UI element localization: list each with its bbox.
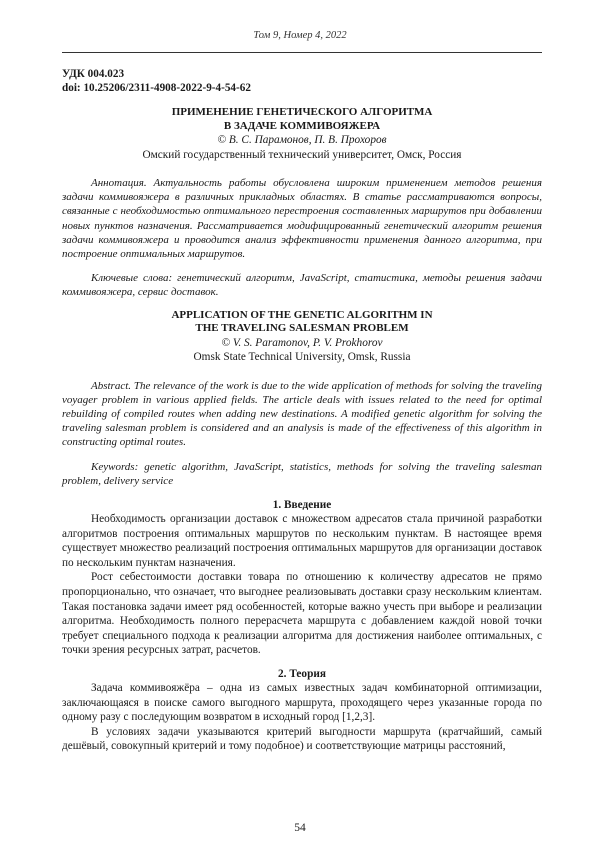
ru-title-line-2: В ЗАДАЧЕ КОММИВОЯЖЕРА bbox=[223, 119, 381, 132]
en-keywords: Keywords: genetic algorithm, JavaScript, statistics, methods for solving the traveling salesman problem, delivery service bbox=[62, 460, 542, 487]
en-affiliation: Omsk State Technical University, Omsk, Russia bbox=[193, 351, 411, 364]
page-number: 54 bbox=[294, 822, 306, 834]
article-body bbox=[62, 67, 542, 754]
ru-title-line-1: ПРИМЕНЕНИЕ ГЕНЕТИЧЕСКОГО АЛГОРИТМА bbox=[171, 106, 433, 118]
en-abstract: Abstract. The relevance of the work is due to the wide application of methods for solving the traveling voyager problem in various applied fields. The article deals with issues related to the need for optimal rebuilding of compiled routes when adding new destinations. A modified genetic algorithm for solving the traveling salesman problem is considered and an analysis is made of the effectiveness of this algorithm in constructing optimal routes. bbox=[62, 379, 542, 449]
udk-code: УДК 004.023 bbox=[62, 68, 125, 80]
ru-keywords: Ключевые слова: генетический алгоритм, JavaScript, статистика, методы решения задачи коммивояжера, сервис доставок. bbox=[62, 272, 542, 299]
section-1-heading: 1. Введение bbox=[272, 499, 332, 512]
header-rule bbox=[62, 52, 542, 53]
section-1-paragraph-2: Рост себестоимости доставки товара по отношению к количеству адресатов не прямо пропорционально, что означает, что выгоднее реализовывать доставки сразу нескольким клиентам. Такая постановка задачи имеет ряд особенностей, которые важно учесть при выборе и реализации алгоритма. Необходимость полного перерасчета маршрута с добавлением каждой новой точки требует специального подхода к реализации алгоритма для достижения наиболее оптимальных, с точки зрения ресурсных затрат, расчетов. bbox=[62, 571, 542, 657]
section-2-paragraph-1: Задача коммивояжёра – одна из самых известных задач комбинаторной оптимизации, заключающаяся в поиске самого выгодного маршрута, проходящего через указанные города по одному разу с последующим возвратом в исходный город [1,2,3]. bbox=[62, 681, 542, 724]
ru-authors: © В. С. Парамонов, П. В. Прохоров bbox=[217, 134, 387, 146]
section-2-paragraph-2: В условиях задачи указываются критерий выгодности маршрута (кратчайший, самый дешёвый, совокупный критерий и тому подобное) и соответствующие матрицы расстояний, bbox=[62, 725, 542, 753]
ru-abstract: Аннотация. Актуальность работы обусловлена широким применением методов решения задачи коммивояжера в различных прикладных областях. В статье рассматриваются вопросы, связанные с необходимостью оптимального перестроения составленных маршрутов при добавлении новых пунктов назначения. Рассматривается модифицированный генетический алгоритм решения задачи коммивояжера и проводится анализ эффективности применения данного алгоритма, при построение оптимальных маршрутов. bbox=[62, 177, 542, 261]
en-title-line-2: THE TRAVELING SALESMAN PROBLEM bbox=[195, 322, 409, 335]
en-authors: © V. S. Paramonov, P. V. Prokhorov bbox=[221, 336, 383, 349]
en-title-line-1: APPLICATION OF THE GENETIC ALGORITHM IN bbox=[171, 308, 433, 321]
section-2-heading: 2. Теория bbox=[278, 667, 326, 680]
section-1-paragraph-1: Необходимость организации доставок с множеством адресатов стала причиной разработки алгоритмов построения оптимальных маршрутов по нескольким пунктам. В настоящее время существует множество реализаций построения оптимальных маршрутов для организации доставок по нескольким пунктам назначения. bbox=[62, 513, 542, 569]
running-header: Том 9, Номер 4, 2022 bbox=[253, 30, 347, 41]
ru-affiliation: Омский государственный технический университет, Омск, Россия bbox=[142, 148, 462, 161]
doi: doi: 10.25206/2311-4908-2022-9-4-54-62 bbox=[62, 82, 251, 94]
